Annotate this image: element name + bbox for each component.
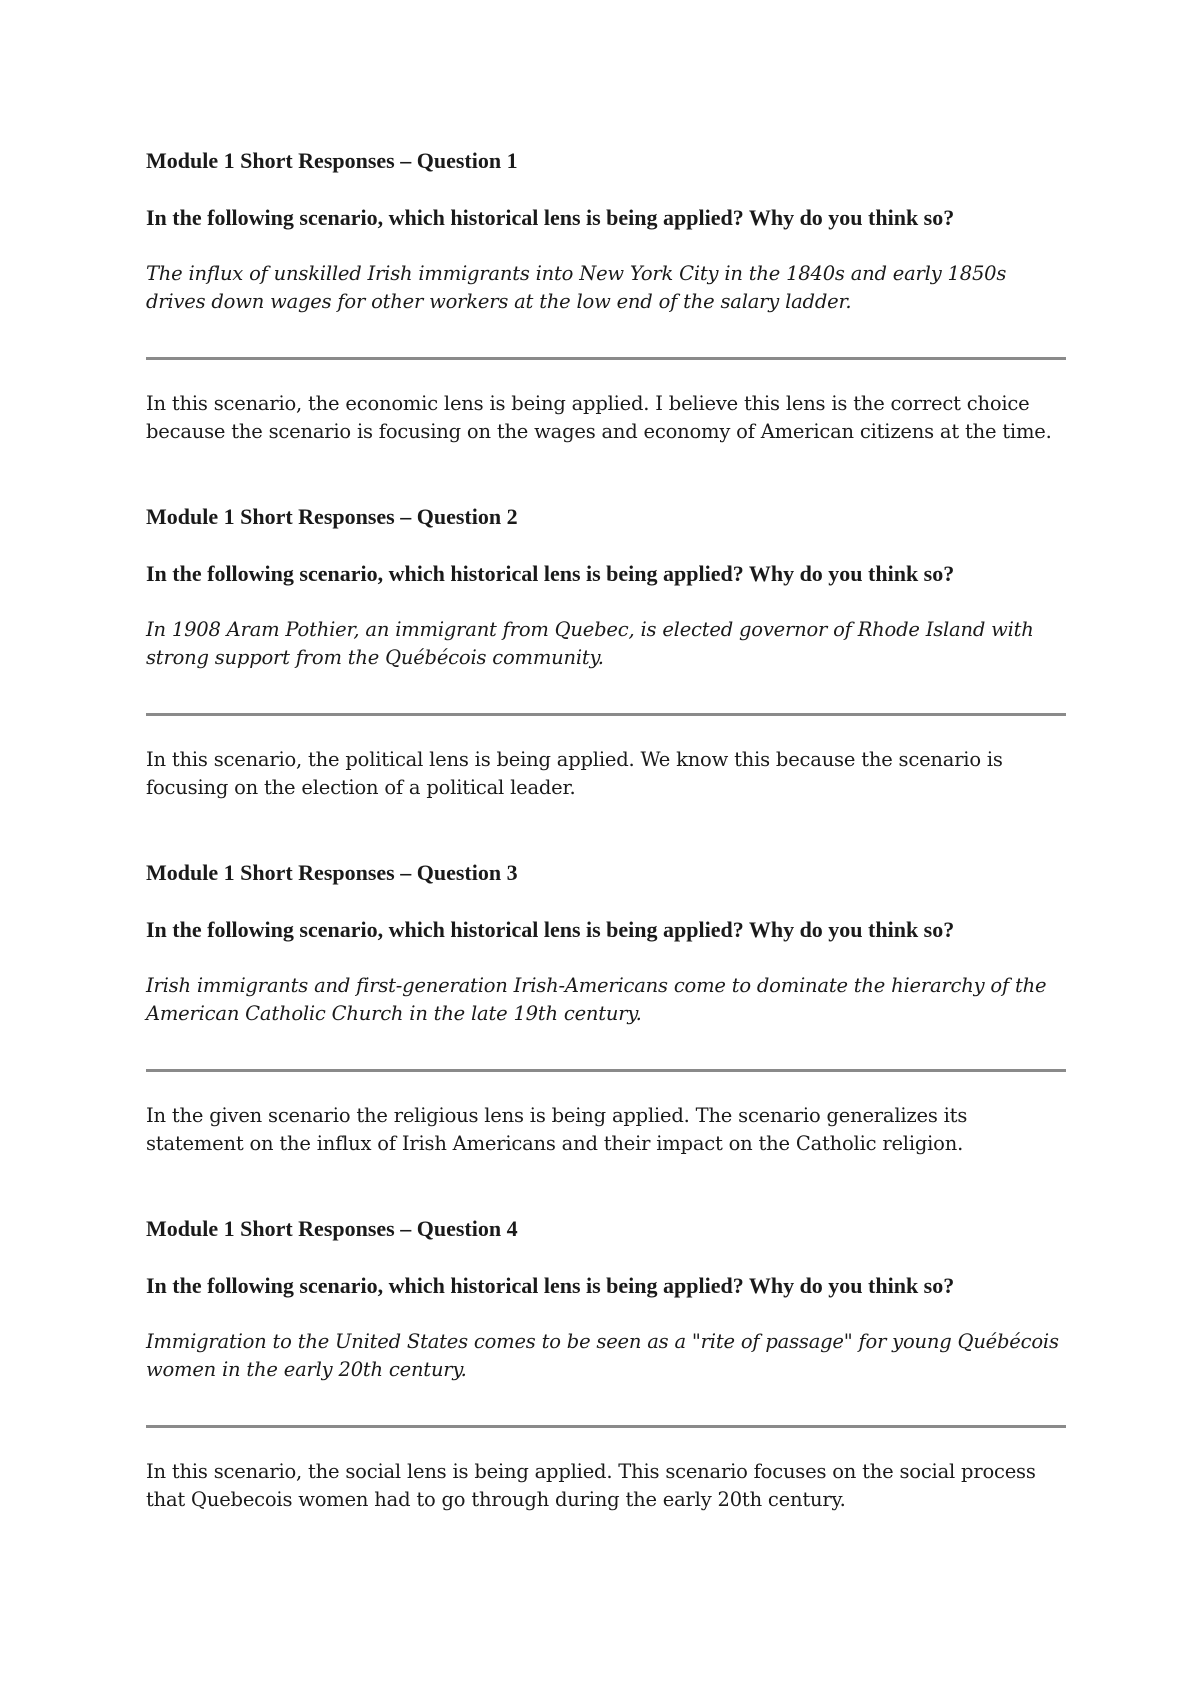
divider	[146, 357, 1066, 360]
question-section-4	[146, 1215, 1066, 1511]
answer-text: In this scenario, the economic lens is being applied. I believe this lens is the correct choice because the scenario is focusing on the wages and economy of American citizens at the time.	[146, 392, 1052, 443]
question-section-2	[146, 503, 1066, 799]
answer-text: In this scenario, the social lens is being applied. This scenario focuses on the social process that Quebecois women had to go through during the early 20th century.	[146, 1460, 1036, 1511]
question-prompt: In the following scenario, which historical lens is being applied? Why do you think so?	[146, 561, 955, 586]
divider	[146, 1425, 1066, 1428]
question-section-1	[146, 147, 1066, 443]
question-prompt: In the following scenario, which historical lens is being applied? Why do you think so?	[146, 917, 955, 942]
question-heading: Module 1 Short Responses – Question 2	[146, 504, 518, 529]
answer-text: In the given scenario the religious lens is being applied. The scenario generalizes its statement on the influx of Irish Americans and their impact on the Catholic religion.	[146, 1104, 968, 1155]
scenario-text: In 1908 Aram Pothier, an immigrant from Quebec, is elected governor of Rhode Island with strong support from the Québécois community.	[146, 618, 1034, 669]
question-heading: Module 1 Short Responses – Question 1	[146, 148, 518, 173]
question-prompt: In the following scenario, which historical lens is being applied? Why do you think so?	[146, 1273, 955, 1298]
question-prompt: In the following scenario, which historical lens is being applied? Why do you think so?	[146, 205, 955, 230]
scenario-text: The influx of unskilled Irish immigrants into New York City in the 1840s and early 1850s drives down wages for other workers at the low end of the salary ladder.	[146, 262, 1007, 313]
divider	[146, 1069, 1066, 1072]
divider	[146, 713, 1066, 716]
scenario-text: Immigration to the United States comes to be seen as a "rite of passage" for young Québécois women in the early 20th century.	[146, 1330, 1059, 1381]
question-heading: Module 1 Short Responses – Question 4	[146, 1216, 518, 1241]
question-heading: Module 1 Short Responses – Question 3	[146, 860, 518, 885]
answer-text: In this scenario, the political lens is being applied. We know this because the scenario is focusing on the election of a political leader.	[146, 748, 1003, 799]
scenario-text: Irish immigrants and first-generation Irish-Americans come to dominate the hierarchy of the American Catholic Church in the late 19th century.	[146, 974, 1047, 1025]
question-section-3	[146, 859, 1066, 1155]
